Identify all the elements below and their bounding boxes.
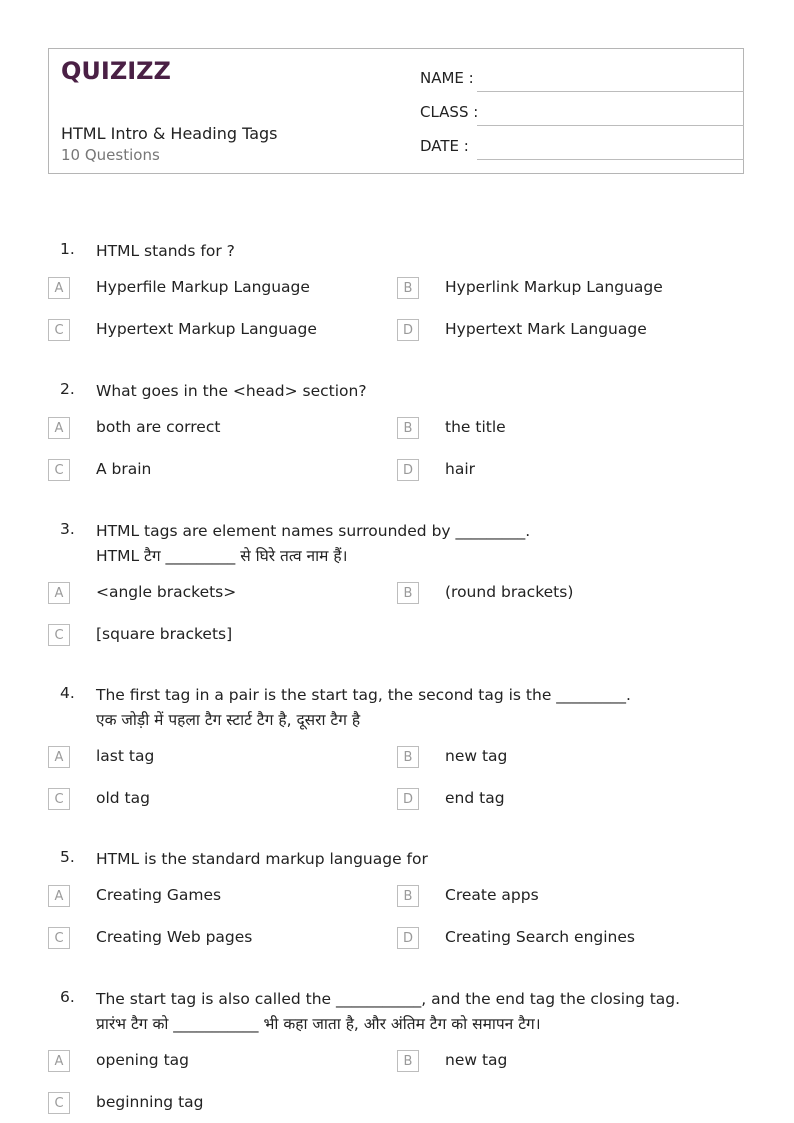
option-letter-box: C (48, 927, 70, 949)
class-line (477, 125, 744, 126)
option-text: [square brackets] (96, 625, 233, 643)
option-letter-box: C (48, 1092, 70, 1114)
option-text: <angle brackets> (96, 583, 237, 601)
option-text: the title (445, 418, 506, 436)
date-field (420, 137, 740, 161)
name-field (420, 69, 740, 93)
question-number: 4. (60, 684, 75, 702)
option-text: beginning tag (96, 1093, 204, 1111)
option-letter-box: D (397, 788, 419, 810)
option-text: both are correct (96, 418, 221, 436)
worksheet-title: HTML Intro & Heading Tags (61, 124, 278, 143)
question-text: The start tag is also called the ___________, and the end tag the closing tag. (96, 990, 681, 1008)
option-letter-box: A (48, 417, 70, 439)
option-text: Create apps (445, 886, 539, 904)
option-letter-box: B (397, 746, 419, 768)
option-letter-box: B (397, 582, 419, 604)
date-line (477, 159, 744, 160)
option-text: Creating Web pages (96, 928, 253, 946)
question-text: What goes in the <head> section? (96, 382, 367, 400)
option-text: Creating Games (96, 886, 222, 904)
question-number: 2. (60, 380, 75, 398)
option-letter-box: B (397, 277, 419, 299)
option-text: old tag (96, 789, 150, 807)
option-letter-box: A (48, 277, 70, 299)
option-letter-box: B (397, 417, 419, 439)
option-letter-box: B (397, 885, 419, 907)
option-letter-box: C (48, 319, 70, 341)
question-number: 3. (60, 520, 75, 538)
option-letter-box: A (48, 1050, 70, 1072)
option-text: Hyperfile Markup Language (96, 278, 310, 296)
option-letter-box: B (397, 1050, 419, 1072)
question-text: The first tag in a pair is the start tag, the second tag is the _________. (96, 686, 631, 704)
question-text: एक जोड़ी में पहला टैग स्टार्ट टैग है, दूसरा टैग है (96, 711, 361, 729)
question-number: 6. (60, 988, 75, 1006)
option-text: Hypertext Markup Language (96, 320, 317, 338)
question-text: HTML is the standard markup language for (96, 850, 428, 868)
option-text: Hypertext Mark Language (445, 320, 647, 338)
option-text: last tag (96, 747, 155, 765)
option-letter-box: C (48, 788, 70, 810)
question-count: 10 Questions (61, 146, 160, 164)
class-field (420, 103, 740, 127)
question-text: HTML stands for ? (96, 242, 235, 260)
option-text: Hyperlink Markup Language (445, 278, 663, 296)
question-text: HTML tags are element names surrounded by _________. (96, 522, 531, 540)
option-text: end tag (445, 789, 505, 807)
worksheet-header (48, 48, 744, 174)
option-text: new tag (445, 1051, 508, 1069)
question-text: प्रारंभ टैग को ___________ भी कहा जाता है, और अंतिम टैग को समापन टैग। (96, 1015, 541, 1033)
option-letter-box: C (48, 624, 70, 646)
question-number: 5. (60, 848, 75, 866)
quizizz-logo: QUIZIZZ (61, 57, 171, 85)
question-text: HTML टैग _________ से घिरे तत्व नाम हैं। (96, 547, 348, 565)
option-text: (round brackets) (445, 583, 574, 601)
name-line (477, 91, 744, 92)
option-text: A brain (96, 460, 152, 478)
name-label: NAME : (420, 69, 474, 87)
option-letter-box: D (397, 927, 419, 949)
option-letter-box: A (48, 582, 70, 604)
option-letter-box: D (397, 459, 419, 481)
option-letter-box: D (397, 319, 419, 341)
option-text: opening tag (96, 1051, 189, 1069)
question-number: 1. (60, 240, 75, 258)
option-letter-box: A (48, 746, 70, 768)
option-letter-box: A (48, 885, 70, 907)
option-text: hair (445, 460, 476, 478)
option-text: Creating Search engines (445, 928, 635, 946)
class-label: CLASS : (420, 103, 479, 121)
date-label: DATE : (420, 137, 469, 155)
option-text: new tag (445, 747, 508, 765)
option-letter-box: C (48, 459, 70, 481)
